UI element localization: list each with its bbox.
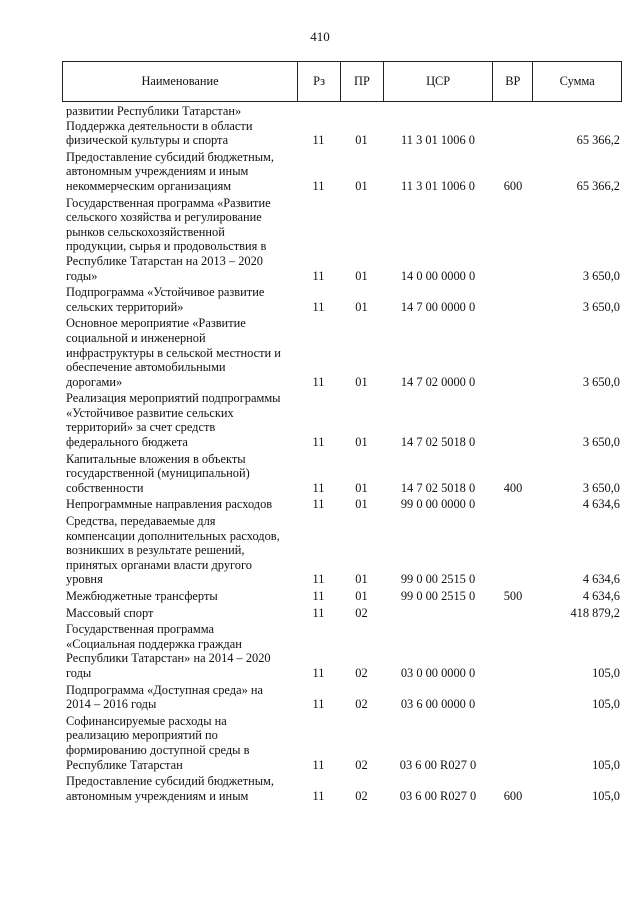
row-csr: 03 6 00 R027 0: [399, 757, 477, 772]
row-name-line: возникших в результате решений,: [66, 543, 245, 558]
row-name-line: автономным учреждениям и иным: [66, 164, 249, 179]
row-pr: 02: [355, 665, 368, 680]
row-name-line: Основное мероприятие «Развитие: [66, 316, 246, 331]
row-pr: 01: [355, 572, 368, 587]
row-name-line: территорий» за счет средств: [66, 420, 216, 435]
row-pr: 01: [355, 178, 368, 193]
row-sum: 65 366,2: [576, 178, 620, 193]
row-vr: 500: [503, 589, 523, 603]
row-csr: 99 0 00 2515 0: [400, 572, 476, 587]
row-rz: 11: [312, 133, 325, 148]
table-body: [62, 104, 622, 805]
row-sum: 65 366,2: [576, 133, 620, 148]
row-name: [62, 589, 297, 604]
row-name-line: некоммерческим организациям: [66, 178, 232, 193]
row-name-line: Межбюджетные трансферты: [66, 589, 218, 603]
row-name: [62, 150, 297, 194]
row-name-line: федерального бюджета: [66, 435, 188, 450]
row-name-line: обеспечение автомобильными: [66, 360, 226, 375]
row-name-line: развитии Республики Татарстан»: [66, 104, 242, 118]
row-name: [62, 774, 297, 803]
table-row: [62, 774, 622, 803]
row-name-line: Массовый спорт: [66, 605, 154, 620]
row-sum: 3 650,0: [582, 480, 620, 495]
row-name-line: Предоставление субсидий бюджетным,: [66, 774, 274, 789]
row-csr: 14 7 00 0000 0: [400, 299, 476, 314]
row-name: [62, 316, 297, 389]
row-sum: 105,0: [592, 757, 620, 772]
row-vr: 400: [503, 480, 523, 495]
row-csr: 14 0 00 0000 0: [400, 268, 476, 283]
row-rz: 11: [312, 299, 325, 314]
row-vr: 600: [503, 788, 523, 803]
row-sum: 105,0: [592, 697, 620, 712]
row-rz: 11: [312, 480, 325, 495]
header-vr: ВР: [492, 62, 532, 101]
table-row: [62, 622, 622, 680]
row-name-line: уровня: [66, 572, 103, 587]
row-sum: 4 634,6: [582, 572, 620, 587]
header-sum: Сумма: [532, 62, 621, 101]
row-pr: 01: [355, 435, 368, 450]
row-rz: 11: [312, 268, 325, 283]
row-name: [62, 497, 297, 512]
row-name-line: Подпрограмма «Устойчивое развитие: [66, 285, 265, 300]
row-name: [62, 119, 297, 148]
row-name-line: компенсации дополнительных расходов,: [66, 528, 280, 543]
row-sum: 3 650,0: [582, 435, 620, 450]
row-rz: 11: [312, 572, 325, 587]
table-row: [62, 150, 622, 194]
row-sum: 4 634,6: [582, 589, 620, 603]
row-name-line: продукции, сырья и продовольствия в: [66, 239, 267, 254]
row-rz: 11: [312, 497, 325, 512]
row-rz: 11: [312, 178, 325, 193]
row-name-line: государственной (муниципальной): [66, 466, 250, 481]
row-csr: 14 7 02 0000 0: [400, 374, 476, 389]
row-vr: 600: [503, 178, 523, 193]
page-number: 410: [310, 29, 330, 44]
row-rz: 11: [312, 605, 325, 620]
row-name-line: социальной и инженерной: [66, 330, 206, 345]
row-pr: 01: [355, 480, 368, 495]
row-name: [62, 104, 297, 119]
row-sum: 418 879,2: [570, 605, 620, 620]
row-name: [62, 714, 297, 772]
row-sum: 3 650,0: [582, 268, 620, 283]
row-pr: 01: [355, 589, 368, 603]
header-name: Наименование: [141, 74, 219, 89]
row-csr: 03 6 00 0000 0: [400, 697, 476, 712]
row-name: [62, 683, 297, 712]
row-csr: 03 0 00 0000 0: [400, 665, 476, 680]
table-row: [62, 196, 622, 284]
row-name-line: физической культуры и спорта: [66, 133, 229, 148]
row-name-line: дорогами»: [66, 374, 123, 389]
row-name-line: сельского хозяйства и регулирование: [66, 210, 262, 225]
row-rz: 11: [312, 697, 325, 712]
row-name-line: инфраструктуры в сельской местности и: [66, 345, 281, 360]
row-sum: 105,0: [592, 788, 620, 803]
row-pr: 01: [355, 299, 368, 314]
row-name-line: годы: [66, 665, 92, 680]
row-name-line: «Социальная поддержка граждан: [66, 636, 242, 651]
row-rz: 11: [312, 665, 325, 680]
table-row: [62, 683, 622, 712]
row-csr: 14 7 02 5018 0: [400, 480, 476, 495]
row-name-line: Республики Татарстан» на 2014 – 2020: [66, 651, 271, 666]
row-name-line: Непрограммные направления расходов: [66, 497, 273, 512]
row-name-line: Государственная программа «Развитие: [66, 195, 271, 210]
row-name-line: Республике Татарстан на 2013 – 2020: [66, 253, 263, 268]
row-pr: 02: [355, 788, 368, 803]
row-pr: 01: [355, 497, 368, 512]
row-name-line: Софинансируемые расходы на: [66, 713, 227, 728]
row-sum: 4 634,6: [582, 497, 620, 512]
row-name: [62, 391, 297, 449]
row-csr: 99 0 00 0000 0: [400, 497, 476, 512]
row-name-line: собственности: [66, 480, 144, 495]
row-rz: 11: [312, 589, 325, 603]
table-row: [62, 285, 622, 314]
row-name: [62, 452, 297, 496]
row-rz: 11: [312, 788, 325, 803]
row-pr: 02: [355, 605, 368, 620]
row-name-line: годы»: [66, 268, 98, 283]
row-name-line: Капитальные вложения в объекты: [66, 451, 246, 466]
row-name-line: реализацию мероприятий по: [66, 728, 218, 743]
row-name: [62, 196, 297, 284]
table-row: [62, 514, 622, 587]
row-csr: 11 3 01 1006 0: [401, 133, 475, 148]
row-name-line: Республике Татарстан: [66, 757, 183, 772]
row-pr: 01: [355, 133, 368, 148]
row-name: [62, 514, 297, 587]
row-csr: 11 3 01 1006 0: [401, 178, 475, 193]
row-csr: 14 7 02 5018 0: [400, 435, 476, 450]
row-name-line: формированию доступной среды в: [66, 742, 250, 757]
table-row: [62, 606, 622, 621]
table-row: [62, 452, 622, 496]
row-name: [62, 285, 297, 314]
row-sum: 3 650,0: [582, 299, 620, 314]
row-csr: 99 0 00 2515 0: [400, 589, 476, 603]
row-name-line: сельских территорий»: [66, 299, 184, 314]
table-row: [62, 497, 622, 512]
row-name: [62, 606, 297, 621]
header-csr: ЦСР: [383, 62, 493, 101]
row-name-line: «Устойчивое развитие сельских: [66, 405, 234, 420]
row-name-line: Предоставление субсидий бюджетным,: [66, 149, 274, 164]
table-row: [62, 589, 622, 604]
row-pr: 02: [355, 697, 368, 712]
row-csr: 03 6 00 R027 0: [399, 788, 477, 803]
table-row: [62, 391, 622, 449]
table-row: [62, 104, 622, 119]
row-name-line: Поддержка деятельности в области: [66, 118, 253, 133]
table-row: [62, 316, 622, 389]
row-name-line: 2014 – 2016 годы: [66, 697, 157, 712]
table-row: [62, 119, 622, 148]
row-name-line: рынков сельскохозяйственной: [66, 224, 225, 239]
row-sum: 105,0: [592, 665, 620, 680]
row-name-line: принятых органами власти другого: [66, 557, 252, 572]
row-rz: 11: [312, 374, 325, 389]
row-name-line: автономным учреждениям и иным: [66, 788, 249, 803]
row-name-line: Подпрограмма «Доступная среда» на: [66, 682, 263, 697]
row-name: [62, 622, 297, 680]
row-pr: 01: [355, 374, 368, 389]
row-rz: 11: [312, 435, 325, 450]
row-name-line: Средства, передаваемые для: [66, 514, 216, 529]
row-name-line: Государственная программа: [66, 622, 214, 637]
row-pr: 01: [355, 268, 368, 283]
row-rz: 11: [312, 757, 325, 772]
header-pr: ПР: [340, 62, 383, 101]
table-header: [62, 61, 622, 102]
table-row: [62, 714, 622, 772]
row-name-line: Реализация мероприятий подпрограммы: [66, 391, 281, 406]
row-pr: 02: [355, 757, 368, 772]
header-rz: Рз: [297, 62, 340, 101]
row-sum: 3 650,0: [582, 374, 620, 389]
